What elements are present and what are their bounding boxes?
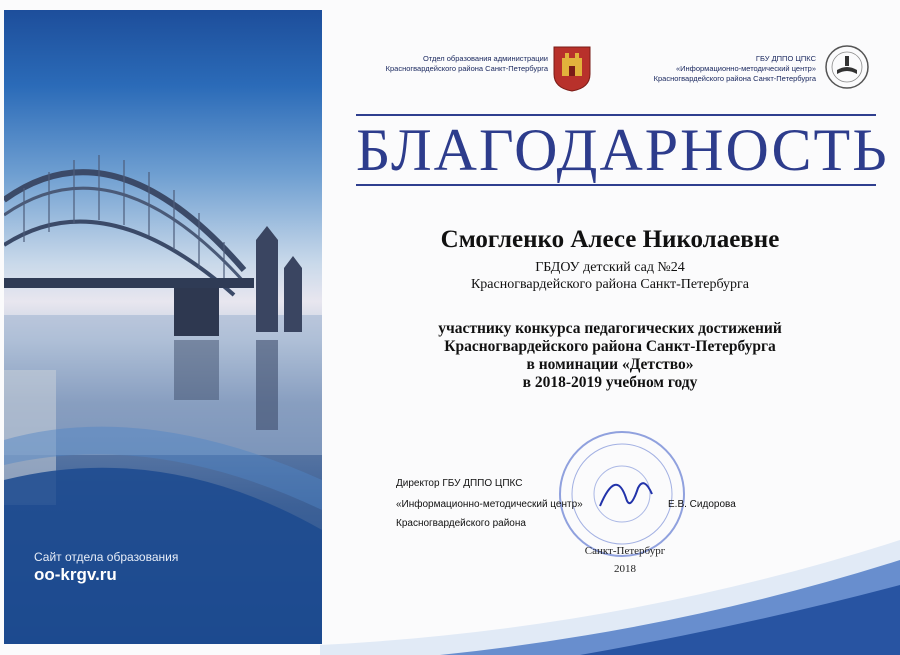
right-org-header [626, 54, 816, 84]
bottom-wave-decoration [320, 520, 900, 655]
reason-line3: в номинации «Детство» [526, 356, 694, 373]
reason-line2: Красногвардейского района Санкт-Петербурга [444, 338, 776, 355]
right-org-line2: «Информационно-методический центр» [675, 64, 816, 73]
left-org-line2: Красногвардейского района Санкт-Петербурга [385, 64, 548, 73]
site-url: oo-krgv.ru [34, 565, 117, 584]
title-top-rule [356, 114, 876, 116]
recipient-name: Смогленко Алесе Николаевне [440, 226, 780, 253]
signer-name: Е.В. Сидорова [668, 499, 736, 510]
signer-position-line1: Директор ГБУ ДППО ЦПКС [396, 478, 523, 489]
award-reason [340, 320, 880, 392]
title-bottom-rule [356, 184, 876, 186]
recipient-org-line1: ГБДОУ детский сад №24 [535, 260, 685, 275]
right-org-line3: Красногвардейского района Санкт-Петербурга [653, 74, 816, 83]
bridge-photo-panel [4, 10, 322, 644]
methodical-center-logo-icon [824, 44, 870, 90]
right-org-line1: ГБУ ДППО ЦПКС [755, 54, 816, 63]
certificate-title: БЛАГОДАРНОСТЬ [356, 117, 889, 183]
reason-line4: в 2018-2019 учебном году [522, 374, 698, 391]
left-org-line1: Отдел образования администрации [422, 54, 548, 63]
signer-position-line2: «Информационно-методический центр» [396, 499, 583, 510]
bridge-illustration [4, 10, 322, 644]
district-coat-of-arms-icon [553, 46, 591, 92]
issue-year: 2018 [614, 563, 636, 575]
recipient-org-line2: Красногвардейского района Санкт-Петербурга [470, 277, 750, 292]
issue-place: Санкт-Петербург [584, 545, 666, 557]
left-org-header [360, 54, 548, 74]
signer-position-line3: Красногвардейского района [396, 518, 526, 529]
site-caption: Сайт отдела образования [34, 550, 179, 564]
reason-line1: участнику конкурса педагогических достижений [438, 320, 782, 337]
